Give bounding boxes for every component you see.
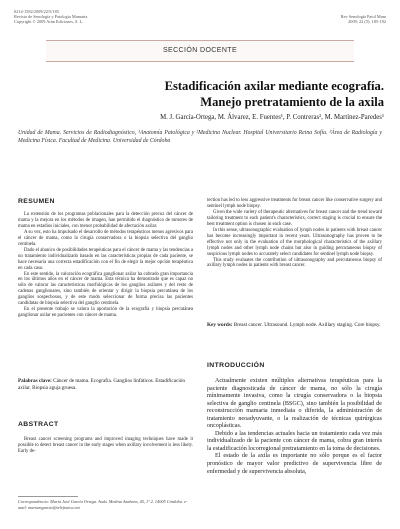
- abstract-paragraph: Breast cancer screening programs and improved imaging techniques have made it possible to detect breast cancer in the early stages when axillary involvement is less likely. Early de-: [18, 437, 193, 454]
- journal-header-left: [14, 9, 87, 24]
- abstract-paragraph: Given the wide variety of therapeutic alternatives for breast cancer and the trend toward tailoring treatment to each patient's characteristics, correct staging is crucial to ensure the best treatment option is chosen in each case.: [207, 209, 382, 227]
- intro-paragraph: Debido a las tendencias actuales hacia un tratamiento cada vez más individualizado de la paciente con cáncer de mama, cobra gran interés la estadificación locorregional pretratamiento en la toma de decisiones.: [207, 430, 382, 452]
- resumen-paragraph: A su vez, esto ha impulsado el desarrollo de métodos terapéuticos menos agresivos para el cáncer de mama, como la cirugía conservadora o la biopsia selectiva del ganglio centinela.: [18, 229, 193, 247]
- resumen-paragraph: Dado el abanico de posibilidades terapéuticas para el cáncer de mama y las tendencias a un tratamiento individualizado basado en las características propias de cada paciente, se hace necesaria una correcta estadificación con el fin de elegir la mejor opción terapéutica en cada caso.: [18, 247, 193, 271]
- abstract-body-left: [18, 437, 193, 455]
- article-title: [84, 79, 384, 110]
- affiliation: Unidad de Mama. Servicios de Radiodiagnóstico, ¹Anatomía Patológica y ²Medicina Nuclear. Hospital Universitario Reina Sofía. ³Área de Radiología y Medicina Física. Facultad de Medicina. Universidad de Córdoba: [18, 130, 382, 145]
- abstract-paragraph: This study evaluates the contribution of ultrasonography and percutaneous biopsy of axillary lymph nodes in patients with breast cancer.: [207, 257, 382, 269]
- intro-paragraph: El estado de la axila es importante no sólo porque es el factor pronóstico de mayor valor predictivo de supervivencia libre de enfermedad y de supervivencia absoluta,: [207, 453, 382, 475]
- introduccion-heading: INTRODUCCIÓN: [207, 362, 265, 369]
- resumen-body: [18, 212, 193, 319]
- journal-name-line: Revista de Senología y Patología Mamaria: [14, 14, 88, 19]
- correspondence-note: Correspondencia: María José García Ortega. Avda. Medina Azahara, 45, 1º 2. 14005 Córdoba. e-mail: mariamgarcia@telefonica.net: [18, 499, 188, 510]
- issn-line: 0214-1582/2009/22/5/185: [14, 9, 59, 14]
- section-label: SECCIÓN DOCENTE: [162, 47, 238, 54]
- journal-abbrev-line: Rev Senología Patol Mam: [340, 14, 386, 19]
- key-words-text: Breast cancer. Ultrasound. Lymph node. Axillary staging. Core biopsy.: [232, 322, 381, 328]
- journal-header-right: [341, 14, 386, 24]
- intro-paragraph: Actualmente existen múltiples alternativas terapéuticas para la paciente diagnosticada de cáncer de mama, no sólo la cirugía mínimamente invasiva, como la cirugía conservadora o la biopsia selectiva de ganglio centinela (BSGC), sino también la posibilidad de reconstrucción mamaria inmediata o diferida, la administración de tratamiento neoadyuvante, o la realización de técnicas quirúrgicas oncoplásticas.: [207, 378, 382, 430]
- introduccion-body: [207, 378, 382, 476]
- abstract-paragraph: tection has led to less aggressive treatments for breast cancer like conservative surgery and sentinel lymph node biopsy.: [207, 198, 382, 209]
- title-line-1: Estadificación axilar mediante ecografía.: [164, 79, 384, 93]
- abstract-keywords: [207, 322, 382, 329]
- keywords-label: Palabras clave:: [18, 378, 52, 384]
- abstract-paragraph: In this sense, ultrasonographic evaluation of lymph nodes in patients with breast cancer has become increasingly important in recent years. Ultrasonography has proven to be effective not only in the evaluation of the morphological characteristics of the axillary lymph nodes and other lymph node chains but also in guiding percutaneous biopsy of suspicious lymph nodes to accurately select candidates for sentinel lymph node biopsy.: [207, 227, 382, 257]
- resumen-paragraph: En este sentido, la valoración ecográfica ganglionar axilar ha cobrado gran importancia en los últimos años en el cáncer de mama. Esta técnica ha demostrado que es capaz no sólo de valorar las características morfológicas de los ganglios axilares y del resto de cadenas ganglionares, sino también de orientar y dirigir la biopsia percutánea de los ganglios sospechosos, y de este modo seleccionar de forma precisa las pacientes candidatas de biopsia selectiva del ganglio centinela.: [18, 271, 193, 307]
- resumen-keywords: [18, 378, 193, 391]
- resumen-heading: RESUMEN: [18, 198, 55, 205]
- keywords-text: Cáncer de mama. Ecografía. Ganglios linfáticos. Estadificación axilar. Biopsia aguja gruesa.: [18, 378, 185, 391]
- citation-line: 2009; 22 (5): 185-192: [348, 19, 386, 24]
- footnote-rule: [18, 496, 78, 497]
- resumen-paragraph: En el presente trabajo se valora la aportación de la ecografía y biopsia percutánea ganglionar axilar en pacientes con cáncer de mama.: [18, 307, 193, 319]
- author-list: M. J. García-Ortega, M. Álvarez, E. Fuentes¹, P. Contreras², M. Martínez-Paredes¹: [160, 114, 384, 121]
- abstract-heading: ABSTRACT: [18, 421, 59, 428]
- title-line-2: Manejo pretratamiento de la axila: [200, 94, 384, 109]
- resumen-paragraph: La extensión de los programas poblacionales para la detección precoz del cáncer de mama y la mejora en los métodos de imagen, han permitido el diagnóstico de tumores de mama en estadios iniciales, con menor probabilidad de afectación axilar.: [18, 212, 193, 229]
- copyright-line: Copyright © 2009 Arán Ediciones, S. L.: [14, 19, 84, 24]
- key-words-label: Key words:: [207, 322, 233, 328]
- section-band: [46, 40, 354, 62]
- abstract-body-right: [207, 198, 382, 269]
